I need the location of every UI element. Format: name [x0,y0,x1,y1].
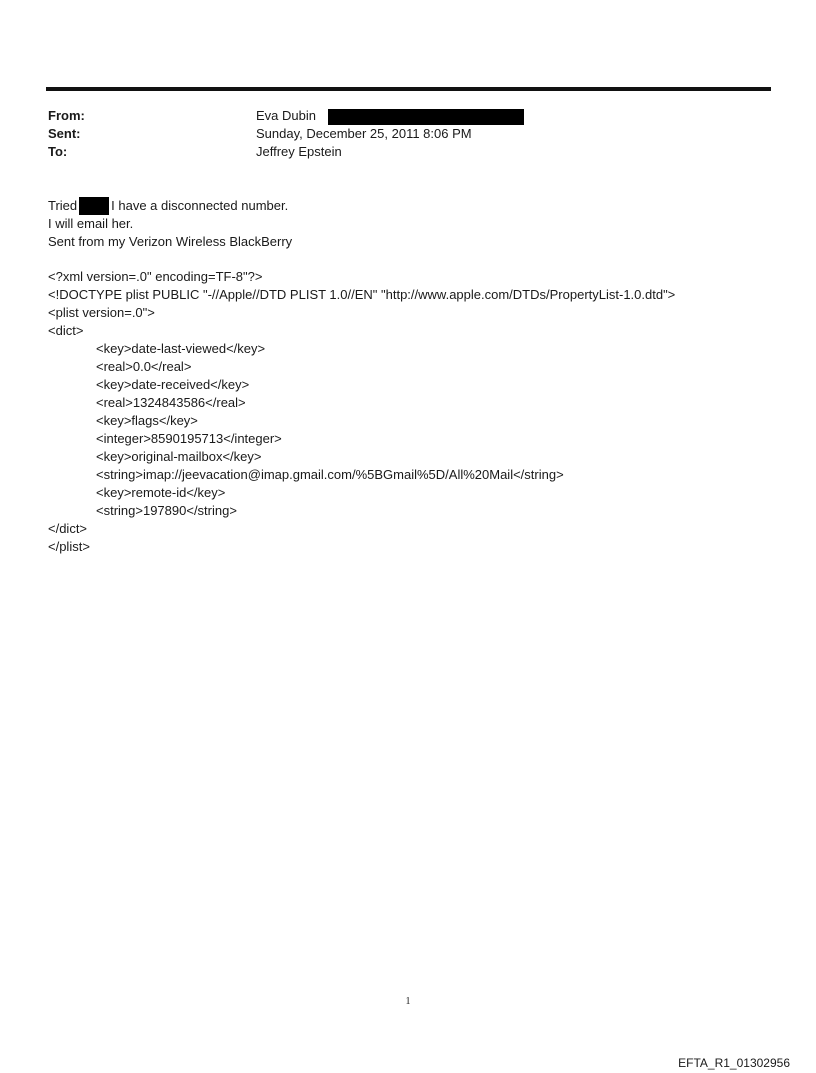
plist-entry: <key>remote-id</key> [96,485,226,500]
plist-entry: <real>1324843586</real> [96,395,246,410]
dict-close-tag: </dict> [48,521,88,536]
plist-close-tag: </plist> [48,539,90,554]
plist-entry: <integer>8590195713</integer> [96,431,282,446]
page-number: 1 [405,996,411,1007]
plist-open-tag: <plist version=.0"> [48,305,155,320]
to-label: To: [48,144,68,159]
bates-number: EFTA_R1_01302956 [678,1056,790,1070]
from-value [256,108,524,125]
plist-entry: <key>date-received</key> [96,377,250,392]
sent-label: Sent: [48,126,81,141]
redaction-box [328,109,524,125]
plist-entry: <key>flags</key> [96,413,198,428]
plist-entry: <string>imap://jeevacation@imap.gmail.com/%5BGmail%5D/All%20Mail</string> [96,467,564,482]
from-name: Eva Dubin [256,108,316,123]
plist-entry: <key>original-mailbox</key> [96,449,262,464]
plist-doctype: <!DOCTYPE plist PUBLIC "-//Apple//DTD PLIST 1.0//EN" "http://www.apple.com/DTDs/PropertyList-1.0.dtd"> [48,287,676,302]
message-line-2: I will email her. [48,216,134,231]
message-line-1 [48,197,288,215]
plist-entry: <string>197890</string> [96,503,237,518]
from-label: From: [48,108,85,123]
header-rule [46,87,771,91]
message-line-3: Sent from my Verizon Wireless BlackBerry [48,234,293,249]
message-text: I have a disconnected number. [111,198,289,213]
dict-open-tag: <dict> [48,323,84,338]
plist-entry: <real>0.0</real> [96,359,192,374]
message-text: Tried [48,198,78,213]
to-value: Jeffrey Epstein [256,144,342,159]
sent-value: Sunday, December 25, 2011 8:06 PM [256,126,472,141]
plist-xml-declaration: <?xml version=.0" encoding=TF-8"?> [48,269,263,284]
redaction-box [79,197,109,215]
plist-entry: <key>date-last-viewed</key> [96,341,266,356]
